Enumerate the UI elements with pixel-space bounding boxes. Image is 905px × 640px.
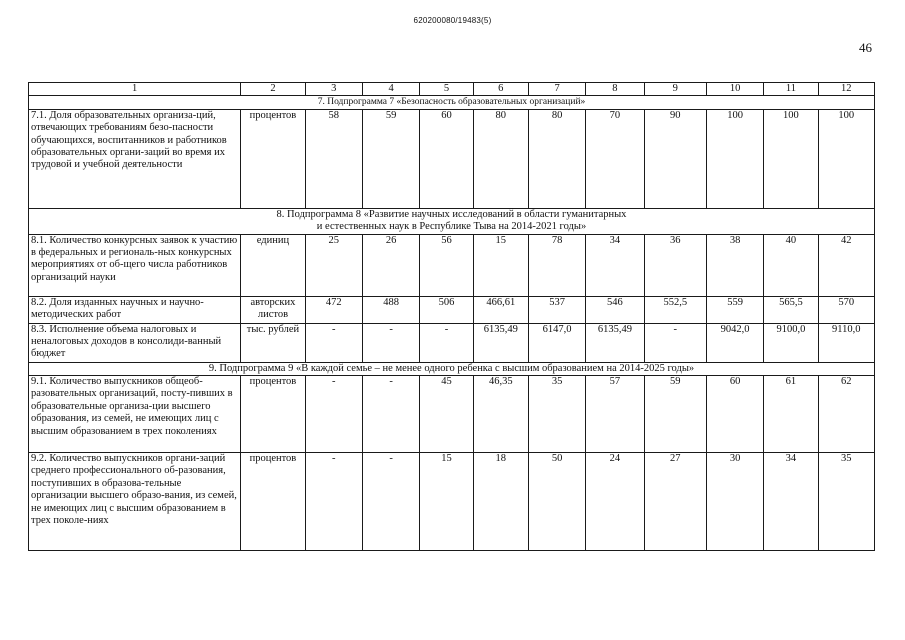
value-cell: 18 (473, 453, 528, 551)
value-cell: 552,5 (644, 296, 706, 323)
section-title (29, 362, 875, 375)
value-cell: 26 (362, 234, 419, 296)
value-cell: 50 (528, 453, 585, 551)
value-cell: 40 (764, 234, 818, 296)
value-cell: 15 (420, 453, 473, 551)
unit-cell: процентов (241, 376, 305, 453)
value-cell: - (362, 323, 419, 362)
unit-cell: процентов (241, 109, 305, 208)
value-cell: 537 (528, 296, 585, 323)
value-cell: 35 (818, 453, 874, 551)
value-cell: 546 (586, 296, 644, 323)
value-cell: 70 (586, 109, 644, 208)
value-cell: 24 (586, 453, 644, 551)
value-cell: 80 (528, 109, 585, 208)
section-title-line: 8. Подпрограмма 8 «Развитие научных исследований в области гуманитарных (276, 208, 627, 220)
section-title (29, 96, 875, 109)
value-cell: - (305, 323, 362, 362)
value-cell: 472 (305, 296, 362, 323)
value-cell: 570 (818, 296, 874, 323)
value-cell: 56 (420, 234, 473, 296)
value-cell: 35 (528, 376, 585, 453)
column-number: 2 (241, 83, 305, 96)
value-cell: 9110,0 (818, 323, 874, 362)
value-cell: 100 (706, 109, 763, 208)
section-heading-row (29, 96, 875, 109)
value-cell: 15 (473, 234, 528, 296)
value-cell: 60 (706, 376, 763, 453)
value-cell: 25 (305, 234, 362, 296)
value-cell: - (305, 453, 362, 551)
value-cell: 36 (644, 234, 706, 296)
value-cell: 45 (420, 376, 473, 453)
value-cell: 80 (473, 109, 528, 208)
value-cell: 46,35 (473, 376, 528, 453)
value-cell: 60 (420, 109, 473, 208)
unit-cell: тыс. рублей (241, 323, 305, 362)
column-number: 4 (362, 83, 419, 96)
value-cell: 6135,49 (473, 323, 528, 362)
value-cell: 34 (764, 453, 818, 551)
value-cell: - (644, 323, 706, 362)
column-number: 5 (420, 83, 473, 96)
indicator-name: 8.3. Исполнение объема налоговых и неналоговых доходов в консолиди-ванный бюджет (29, 323, 241, 362)
value-cell: 100 (818, 109, 874, 208)
value-cell: 506 (420, 296, 473, 323)
value-cell: 57 (586, 376, 644, 453)
column-number: 11 (764, 83, 818, 96)
value-cell: 466,61 (473, 296, 528, 323)
column-number: 9 (644, 83, 706, 96)
value-cell: 100 (764, 109, 818, 208)
value-cell: - (362, 376, 419, 453)
indicator-name: 8.1. Количество конкурсных заявок к участию в федеральных и региональ-ных конкурсных мероприятиях от об-щего числа работников организаций науки (29, 234, 241, 296)
unit-cell: единиц (241, 234, 305, 296)
value-cell: 9100,0 (764, 323, 818, 362)
unit-cell: авторских листов (241, 296, 305, 323)
table-header-row (29, 83, 875, 96)
table-row (29, 376, 875, 453)
column-number: 3 (305, 83, 362, 96)
value-cell: 78 (528, 234, 585, 296)
table-row (29, 453, 875, 551)
value-cell: 27 (644, 453, 706, 551)
value-cell: 488 (362, 296, 419, 323)
indicators-table (28, 82, 875, 551)
document-id: 620200080/19483(5) (413, 16, 492, 25)
value-cell: 30 (706, 453, 763, 551)
value-cell: 59 (362, 109, 419, 208)
value-cell: 42 (818, 234, 874, 296)
section-title-line: и естественных наук в Республике Тыва на 2014-2021 годы» (316, 221, 587, 233)
table-row (29, 234, 875, 296)
indicator-name: 9.2. Количество выпускников органи-заций среднего профессионального об-разования, поступивших в образова-тельные организации высшего образо-вания, из семей, не имеющих лиц с высшим образованием в трех поколе-ниях (29, 453, 241, 551)
table-row (29, 323, 875, 362)
column-number: 8 (586, 83, 644, 96)
value-cell: - (420, 323, 473, 362)
value-cell: 565,5 (764, 296, 818, 323)
table-row (29, 109, 875, 208)
section-title-line: 9. Подпрограмма 9 «В каждой семье – не менее одного ребенка с высшим образованием на 2014-2025 годы» (208, 362, 695, 374)
column-number: 12 (818, 83, 874, 96)
section-title-line: 7. Подпрограмма 7 «Безопасность образовательных организаций» (317, 97, 586, 108)
indicator-name: 7.1. Доля образовательных организа-ций, отвечающих требованиям безо-пасности обучающихся, воспитанников и работников образовательных органи-заций во время их трудовой и учебной деятельности (29, 109, 241, 208)
value-cell: 6147,0 (528, 323, 585, 362)
value-cell: - (305, 376, 362, 453)
table-row (29, 296, 875, 323)
section-heading-row (29, 208, 875, 234)
value-cell: 559 (706, 296, 763, 323)
indicator-name: 9.1. Количество выпускников общеоб-разовательных организаций, посту-пивших в образовательные организа-ции высшего образования, из семей, не имеющих лиц с высшим образованием в трех поколениях (29, 376, 241, 453)
value-cell: 58 (305, 109, 362, 208)
value-cell: - (362, 453, 419, 551)
indicator-name: 8.2. Доля изданных научных и научно-методических работ (29, 296, 241, 323)
unit-cell: процентов (241, 453, 305, 551)
column-number: 1 (29, 83, 241, 96)
section-title (29, 208, 875, 234)
value-cell: 6135,49 (586, 323, 644, 362)
section-heading-row (29, 362, 875, 375)
value-cell: 38 (706, 234, 763, 296)
column-number: 6 (473, 83, 528, 96)
value-cell: 34 (586, 234, 644, 296)
value-cell: 59 (644, 376, 706, 453)
value-cell: 90 (644, 109, 706, 208)
column-number: 7 (528, 83, 585, 96)
page-number: 46 (859, 40, 872, 55)
value-cell: 61 (764, 376, 818, 453)
column-number: 10 (706, 83, 763, 96)
value-cell: 9042,0 (706, 323, 763, 362)
value-cell: 62 (818, 376, 874, 453)
